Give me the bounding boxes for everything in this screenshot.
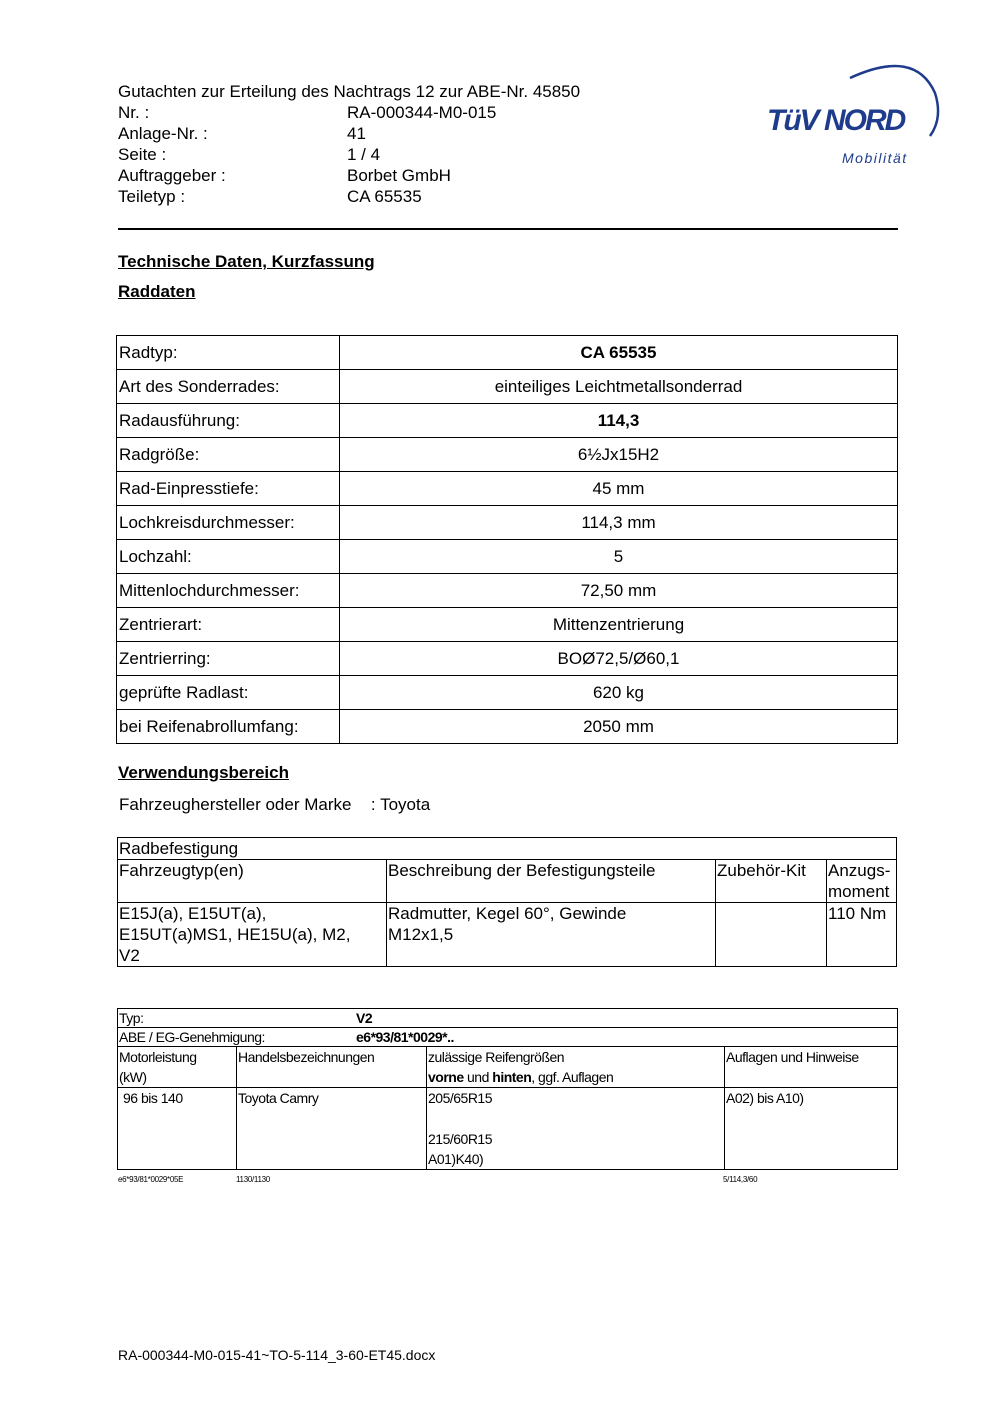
- table-row: [117, 370, 898, 404]
- header-value: Borbet GmbH: [347, 166, 451, 185]
- header-line: [428, 1067, 723, 1087]
- cell-line: 205/65R15: [428, 1090, 493, 1106]
- row-label: Lochkreisdurchmesser:: [117, 506, 340, 540]
- logo-subtitle: Mobilität: [842, 150, 908, 166]
- rest-text: , ggf. Auflagen: [531, 1069, 614, 1085]
- row-value: einteiliges Leichtmetallsonderrad: [340, 370, 898, 404]
- typ-footnote-approval: e6*93/81*0029*05E: [118, 1175, 184, 1184]
- table-header-row: [118, 860, 897, 903]
- und-text: und: [463, 1069, 493, 1085]
- row-value: 2050 mm: [340, 710, 898, 744]
- header-row-auftraggeber: [118, 165, 580, 186]
- header-divider: [118, 228, 898, 230]
- table-row: [118, 1028, 898, 1047]
- typ-label: Typ:: [119, 1010, 144, 1026]
- table-row: [117, 574, 898, 608]
- abe-label: ABE / EG-Genehmigung:: [119, 1029, 265, 1045]
- cell-line: E15J(a), E15UT(a),: [119, 904, 267, 923]
- table-row: [117, 710, 898, 744]
- row-label: Mittenlochdurchmesser:: [117, 574, 340, 608]
- typ-value: V2: [356, 1010, 373, 1026]
- header-row-nr: [118, 102, 580, 123]
- cell-kit: [716, 903, 827, 967]
- table-row: [118, 1088, 898, 1170]
- heading-tech: Technische Daten, Kurzfassung: [118, 252, 375, 271]
- table-row: [117, 540, 898, 574]
- hersteller-line: [119, 795, 430, 815]
- abe-value: e6*93/81*0029*..: [356, 1029, 454, 1045]
- typ-footnote-weights: 1130/1130: [236, 1175, 270, 1184]
- vorne-text: vorne: [428, 1069, 464, 1085]
- table-header-row: [118, 1047, 898, 1088]
- row-label: geprüfte Radlast:: [117, 676, 340, 710]
- table-row: [117, 438, 898, 472]
- cell-typen: [118, 903, 387, 967]
- col-header-motor: [118, 1047, 237, 1088]
- table-row: [117, 404, 898, 438]
- befestigung-title: Radbefestigung: [118, 838, 897, 860]
- table-row: [117, 608, 898, 642]
- row-value: 620 kg: [340, 676, 898, 710]
- header-value: RA-000344-M0-015: [347, 103, 497, 122]
- abe-row: [118, 1028, 898, 1047]
- row-value: CA 65535: [340, 336, 898, 370]
- heading-raddaten: Raddaten: [118, 282, 196, 301]
- table-row: [117, 336, 898, 370]
- cell-handel: Toyota Camry: [237, 1088, 427, 1170]
- row-label: Radgröße:: [117, 438, 340, 472]
- raddaten-table: [116, 335, 898, 744]
- cell-auflagen: A02) bis A10): [725, 1088, 898, 1170]
- header-value: CA 65535: [347, 187, 422, 206]
- typ-row: [118, 1009, 898, 1028]
- row-label: bei Reifenabrollumfang:: [117, 710, 340, 744]
- row-label: Radausführung:: [117, 404, 340, 438]
- header-row-anlage: [118, 123, 580, 144]
- row-label: Art des Sonderrades:: [117, 370, 340, 404]
- table-row: [118, 1009, 898, 1028]
- col-header-kit: Zubehör-Kit: [716, 860, 827, 903]
- row-value: 45 mm: [340, 472, 898, 506]
- row-label: Lochzahl:: [117, 540, 340, 574]
- table-row: [117, 506, 898, 540]
- cell-line: V2: [119, 946, 140, 965]
- row-value: BOØ72,5/Ø60,1: [340, 642, 898, 676]
- col-header-fahrzeugtyp: Fahrzeugtyp(en): [118, 860, 387, 903]
- cell-beschreibung: [387, 903, 716, 967]
- header-label: Auftraggeber :: [118, 166, 226, 185]
- tuev-nord-logo: [765, 58, 945, 173]
- header-label: Anlage-Nr. :: [118, 124, 208, 143]
- befestigung-table: [117, 837, 897, 967]
- col-header-moment: [827, 860, 897, 903]
- row-value: 114,3 mm: [340, 506, 898, 540]
- col-header-reifen: [427, 1047, 725, 1088]
- row-label: Zentrierart:: [117, 608, 340, 642]
- cell-line: M12x1,5: [388, 925, 454, 944]
- col-header-beschreibung: Beschreibung der Befestigungsteile: [387, 860, 716, 903]
- header-line: (kW): [119, 1069, 147, 1085]
- cell-line: Radmutter, Kegel 60°, Gewinde: [388, 904, 627, 923]
- cell-line: E15UT(a)MS1, HE15U(a), M2,: [119, 925, 351, 944]
- table-row: [117, 642, 898, 676]
- row-value: 6½Jx15H2: [340, 438, 898, 472]
- col-header-handel: Handelsbezeichnungen: [237, 1047, 427, 1088]
- header-value: 1 / 4: [347, 145, 381, 164]
- hersteller-value: Toyota: [380, 795, 431, 814]
- hinten-text: hinten: [492, 1069, 532, 1085]
- row-value: 5: [340, 540, 898, 574]
- typ-footnote-bolt: 5/114,3/60: [723, 1175, 758, 1184]
- document-title: Gutachten zur Erteilung des Nachtrags 12 zur ABE-Nr. 45850: [118, 82, 581, 101]
- row-label: Rad-Einpresstiefe:: [117, 472, 340, 506]
- header-row-teiletyp: [118, 186, 580, 207]
- logo-brand-text: TüV NORD: [767, 104, 905, 137]
- row-label: Radtyp:: [117, 336, 340, 370]
- cell-motor: 96 bis 140: [118, 1088, 237, 1170]
- header-line: moment: [828, 882, 890, 901]
- header-label: Teiletyp :: [118, 187, 186, 206]
- table-row: [117, 676, 898, 710]
- hersteller-label: Fahrzeughersteller oder Marke: [119, 795, 352, 814]
- hersteller-separator: :: [370, 795, 376, 814]
- header-line: Motorleistung: [119, 1049, 197, 1065]
- header-line: zulässige Reifengrößen: [428, 1049, 565, 1065]
- header-line: Anzugs-: [828, 861, 891, 880]
- cell-line: 215/60R15: [428, 1131, 493, 1147]
- row-value: 114,3: [340, 404, 898, 438]
- row-label: Zentrierring:: [117, 642, 340, 676]
- table-row: [118, 838, 897, 860]
- row-value: Mittenzentrierung: [340, 608, 898, 642]
- document-filename: RA-000344-M0-015-41~TO-5-114_3-60-ET45.docx: [118, 1347, 436, 1363]
- table-row: [117, 472, 898, 506]
- cell-line: A01)K40): [428, 1151, 484, 1167]
- document-header: [118, 81, 580, 207]
- cell-moment: 110 Nm: [827, 903, 897, 967]
- col-header-auflagen: Auflagen und Hinweise: [725, 1047, 898, 1088]
- table-row: [118, 903, 897, 967]
- header-label: Seite :: [118, 145, 167, 164]
- heading-verwendung: Verwendungsbereich: [118, 763, 289, 782]
- row-value: 72,50 mm: [340, 574, 898, 608]
- header-label: Nr. :: [118, 103, 150, 122]
- typ-table: [117, 1008, 898, 1170]
- cell-reifen: [427, 1088, 725, 1170]
- header-value: 41: [347, 124, 366, 143]
- header-row-seite: [118, 144, 580, 165]
